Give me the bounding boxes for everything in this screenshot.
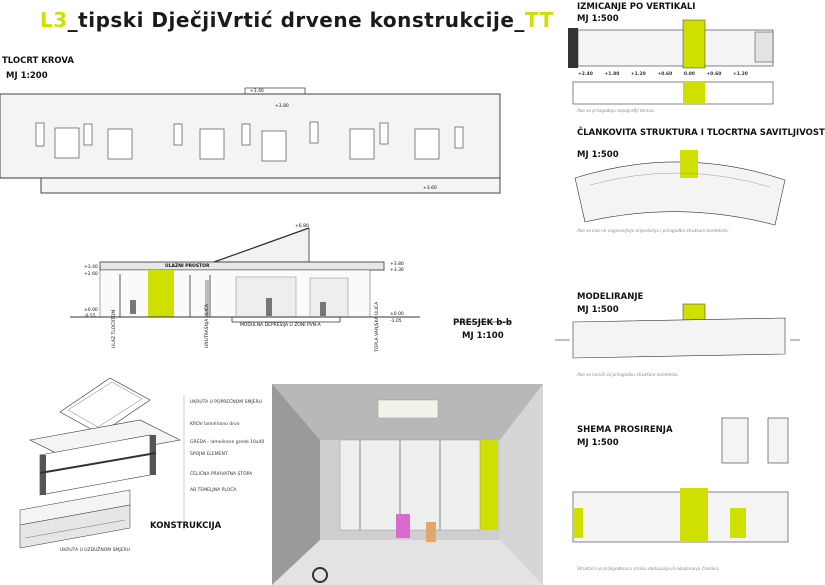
construction-label-4: SPOJNI ELEMENT [190,452,228,457]
construction-label-5: ČELIČNA PRIHVATNA STOPA [190,472,253,477]
section-level-7: ±0.00 [390,312,404,317]
roof-level-2: +3.80 [275,104,289,109]
construction-title: KONSTRUKCIJA [150,521,222,531]
section-bb-title: PRESJEK b-b [453,318,512,328]
section-level-4: +3.30 [390,268,404,273]
expansion-title: SHEMA PROSIRENJA [577,425,673,435]
section-level-1: +3.40 [84,265,98,270]
title-separator: _ [67,8,79,32]
section-level-3: +3.80 [390,262,404,267]
construction-label-1: UKRUTA U POPREČNOM SMJERU [190,400,262,405]
vertical-level-1: +2.40 [578,72,593,77]
section-level-5: ±0.00 [84,308,98,313]
title-separator-2: _ [514,8,525,32]
section-bb-scale: MJ 1:100 [462,331,504,341]
vertical-scale: MJ 1:500 [577,14,619,24]
construction-label-7: UKRUTA U UZDUŽNOM SMJERU [60,548,130,553]
depression-label: MODULNA DEPRESIJA U ZONI PVN-A [240,323,321,328]
modelling-scale: MJ 1:500 [577,305,619,315]
roof-level-1: +3.40 [250,89,264,94]
vertical-title: IZMICANJE PO VERTIKALI [577,2,696,12]
vertical-note: Ako se prilagođuju topografiji terena. [577,108,656,113]
entry-label-3: TOPLA VANJSKA ULICA [375,301,380,352]
roof-plan-title: TLOCRT KROVA [2,56,75,66]
vertical-level-2: +1.80 [604,72,620,77]
vertical-level-5: 0.00 [683,72,695,77]
roof-level-3: +3.60 [423,186,437,191]
articulated-note: Ako se kao ne najpovoljnija orijentacija i prilagodba strukture kontekstu. [577,228,729,233]
modelling-note: Ako se koristi za prilagodbu strukture kontekstu. [577,372,679,377]
modelling-title: MODELIRANJE [577,292,644,302]
vertical-level-4: +0.60 [657,72,673,77]
entry-space-label: ULAZNI PROSTOR [165,264,210,269]
vertical-level-3: +1.20 [630,72,646,77]
articulated-scale: MJ 1:500 [577,150,619,160]
section-level-2: +2.60 [84,272,98,277]
construction-label-3: GREDA - lamelirane grede 10x40 [190,440,265,445]
construction-label-6: AB TEMELJNA PLOČA [190,488,237,493]
roof-plan-scale: MJ 1:200 [6,71,48,81]
entry-label-2: UNUTRAŠNJA ULICA [205,303,210,348]
vertical-level-6: +0.60 [706,72,722,77]
entry-label-1: ULAZ TLOCRTOM [112,309,117,348]
vertical-level-7: +1.20 [732,72,748,77]
construction-label-2: KROV lamelirano drvo [190,422,240,427]
section-level-top: +6.80 [295,224,309,229]
title-suffix: TT [524,8,554,32]
section-level-6: -0.55 [84,314,96,319]
title-text: tipski DječjiVrtić drvene konstrukcije [78,8,515,32]
section-level-8: -1.05 [390,319,402,324]
expansion-note: Struktura je prilagođena u smislu dodavanja ili oduzimanja članaka. [577,566,720,571]
title-prefix: L3 [40,8,68,32]
articulated-title: ČLANKOVITA STRUKTURA I TLOCRTNA SAVITLJIVOST [577,128,825,138]
expansion-scale: MJ 1:500 [577,438,619,448]
